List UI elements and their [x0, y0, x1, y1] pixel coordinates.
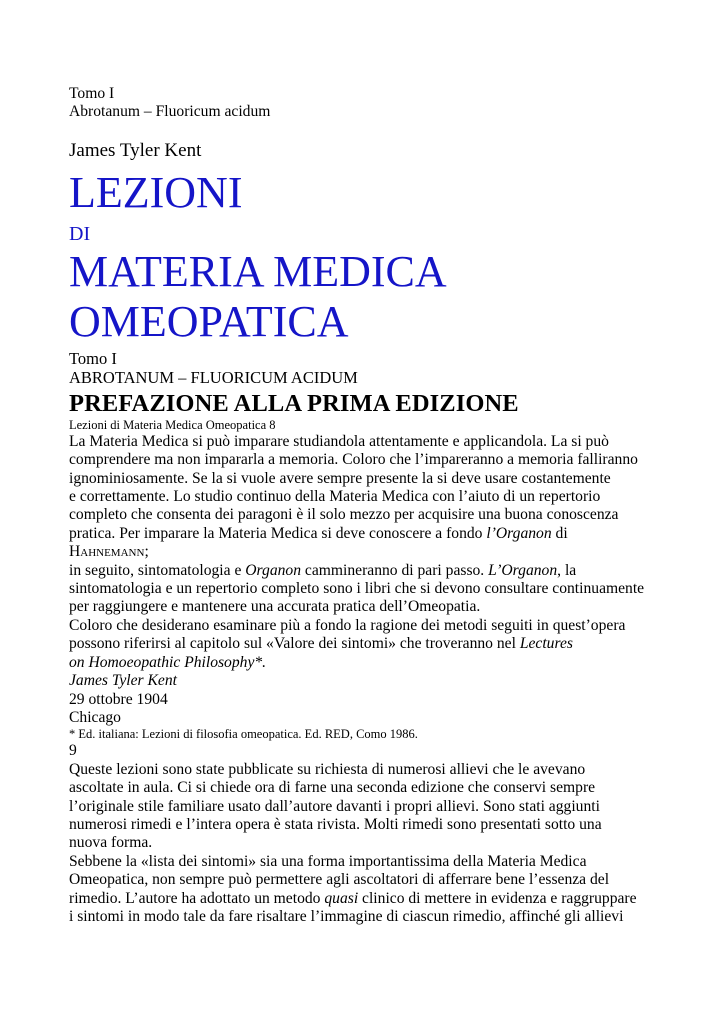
- text-line: per raggiungere e mantenere una accurata pratica dell’Omeopatia.: [69, 598, 481, 616]
- volume-label-2: Tomo I: [69, 348, 117, 368]
- text-line: Hahnemann;: [69, 543, 149, 561]
- title-di: DI: [69, 222, 91, 245]
- volume-range-2: ABROTANUM – FLUORICUM ACIDUM: [69, 367, 358, 387]
- paragraph-2: [69, 562, 669, 617]
- paragraph-1: [69, 433, 669, 562]
- text-line: Omeopatica, non sempre può permettere agli ascoltatori di afferrare bene l’essenza del: [69, 871, 610, 889]
- paragraph-4: [69, 761, 669, 853]
- text-line: completo che consenta dei paragoni è il solo mezzo per acquisire una buona conoscenza: [69, 506, 619, 524]
- running-header: Lezioni di Materia Medica Omeopatica 8: [69, 417, 276, 432]
- title-lezioni: LEZIONI: [69, 167, 243, 217]
- volume-label: Tomo I: [69, 85, 115, 102]
- text-line: ascoltate in aula. Ci si chiede ora di farne una seconda edizione che conservi sempre: [69, 779, 596, 797]
- volume-range: Abrotanum – Fluoricum acidum: [69, 103, 271, 121]
- text-line: nuova forma.: [69, 834, 153, 852]
- organon-italic: l’Organon: [486, 524, 552, 542]
- text-line: pratica. Per imparare la Materia Medica si deve conoscere a fondo l’Organon di: [69, 524, 568, 542]
- preface-title: PREFAZIONE ALLA PRIMA EDIZIONE: [69, 389, 519, 417]
- text-line: comprendere ma non impararla a memoria. Coloro che l’impareranno a memoria falliranno: [69, 451, 638, 469]
- text-line: ignominiosamente. Se la si vuole avere sempre presente la si deve usare costantemente: [69, 469, 611, 487]
- text-line: e correttamente. Lo studio continuo della Materia Medica con l’aiuto di un repertorio: [69, 488, 601, 506]
- title-materia-medica: MATERIA MEDICA: [69, 246, 447, 296]
- text-line: on Homoeopathic Philosophy*.: [69, 653, 267, 671]
- text-line: Queste lezioni sono state pubblicate su richiesta di numerosi allievi che le avevano: [69, 760, 586, 778]
- text-line: numerosi rimedi e l’intera opera è stata rivista. Molti rimedi sono presentati sotto una: [69, 815, 602, 833]
- text-line: i sintomi in modo tale da fare risaltare l’immagine di ciascun rimedio, affinché gli allievi: [69, 907, 624, 925]
- page-number: 9: [69, 742, 77, 760]
- text-line: l’originale stile familiare usato dall’autore davanti i propri allievi. Sono stati aggiunti: [69, 797, 600, 815]
- document-page: [69, 85, 669, 926]
- date: 29 ottobre 1904: [69, 690, 168, 708]
- hahnemann-name: Hahnemann: [69, 543, 145, 561]
- signature: James Tyler Kent: [69, 672, 177, 690]
- title-omeopatica: OMEOPATICA: [69, 296, 349, 346]
- place: Chicago: [69, 708, 121, 726]
- paragraph-5: [69, 853, 669, 927]
- text-line: possono riferirsi al capitolo sul «Valore dei sintomi» che troveranno nel Lectures: [69, 635, 573, 653]
- text-line: sintomatologia e un repertorio completo sono i libri che si devono consultare continuamente: [69, 580, 645, 598]
- text-line: Coloro che desiderano esaminare più a fondo la ragione dei metodi seguiti in quest’opera: [69, 616, 626, 634]
- text-line: in seguito, sintomatologia e Organon cammineranno di pari passo. L’Organon, la: [69, 561, 577, 579]
- footnote: * Ed. italiana: Lezioni di filosofia omeopatica. Ed. RED, Como 1986.: [69, 727, 418, 742]
- paragraph-3: [69, 617, 669, 761]
- text-line: rimedio. L’autore ha adottato un metodo quasi clinico di mettere in evidenza e raggruppare: [69, 889, 637, 907]
- text-line: La Materia Medica si può imparare studiandola attentamente e applicandola. La si può: [69, 432, 609, 450]
- text-line: Sebbene la «lista dei sintomi» sia una forma importantissima della Materia Medica: [69, 852, 587, 870]
- author-name: James Tyler Kent: [69, 139, 202, 161]
